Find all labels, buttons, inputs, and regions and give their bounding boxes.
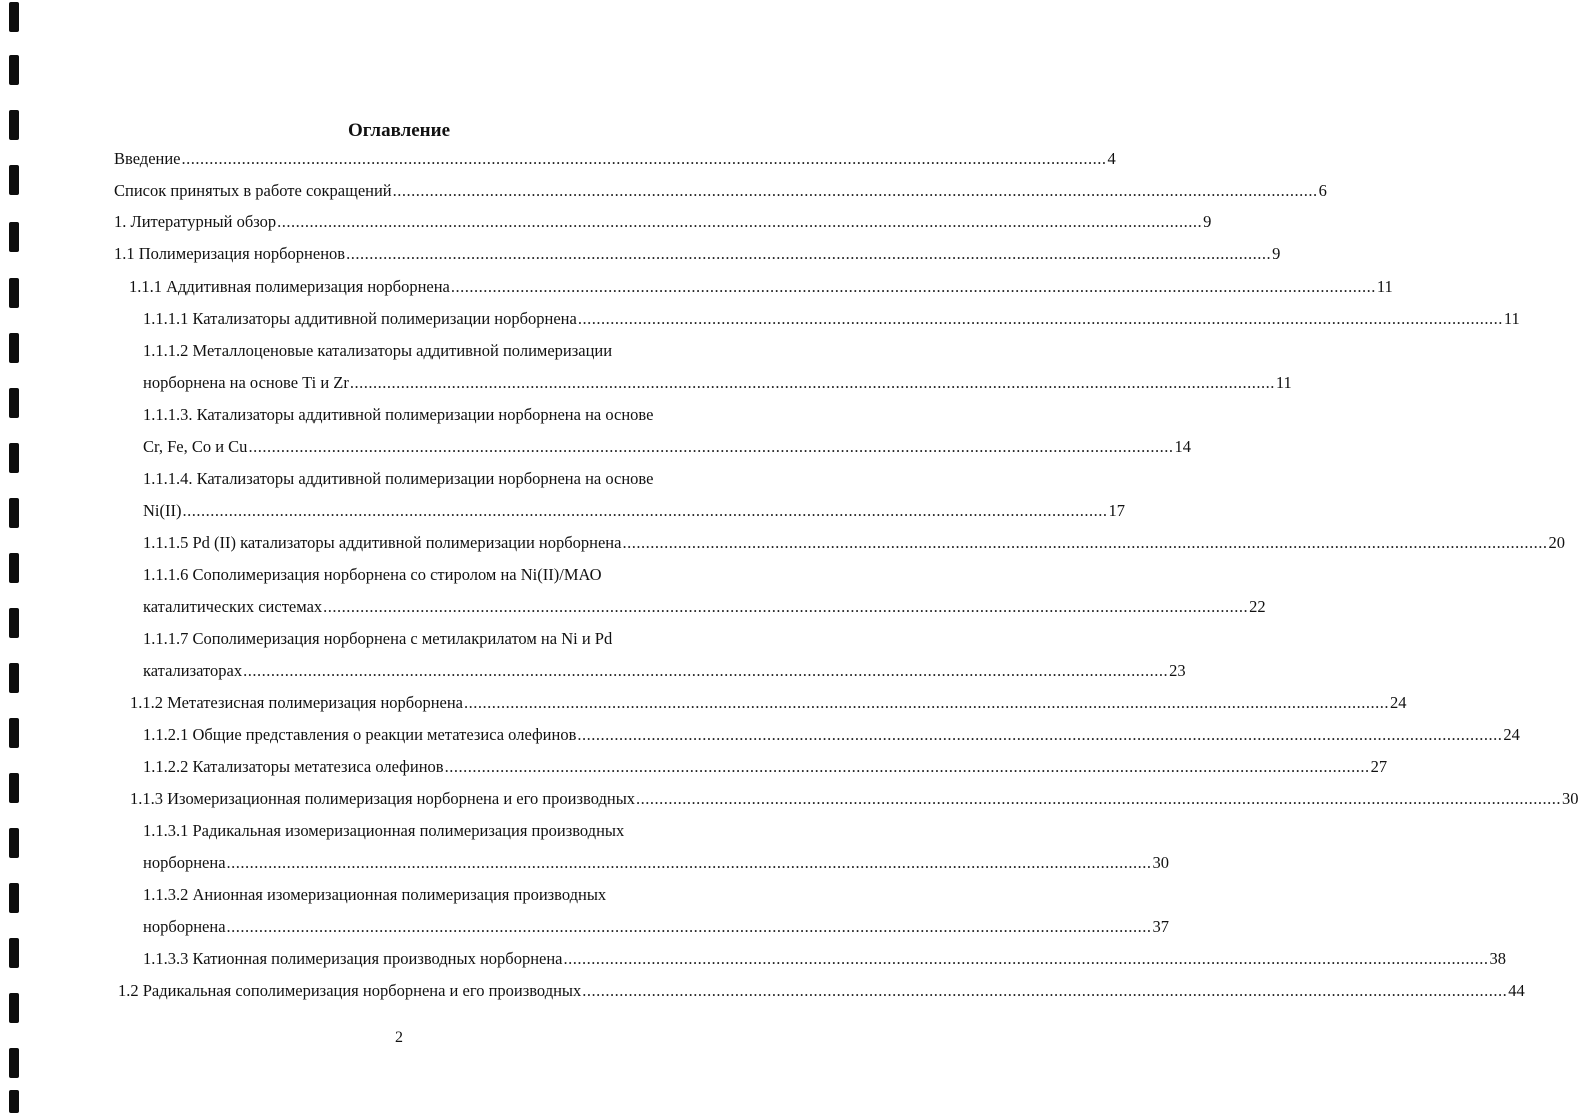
binding-mark bbox=[9, 333, 19, 363]
toc-entry-page: 20 bbox=[1548, 533, 1565, 552]
leader-dots: ........................................................................................................................................................................................................ bbox=[636, 789, 1562, 808]
toc-entry-title: 1.1.2 Метатезисная полимеризация норборнена bbox=[130, 693, 464, 712]
toc-entry[interactable] bbox=[130, 692, 1407, 714]
binding-mark bbox=[9, 773, 19, 803]
page-number: 2 bbox=[395, 1029, 403, 1046]
toc-entry[interactable] bbox=[143, 820, 736, 842]
toc-entry[interactable] bbox=[114, 243, 1281, 265]
toc-entry[interactable] bbox=[143, 468, 736, 490]
binding-mark bbox=[9, 388, 19, 418]
binding-mark bbox=[9, 993, 19, 1023]
binding-mark bbox=[9, 828, 19, 858]
toc-entry-page: 22 bbox=[1249, 597, 1266, 616]
toc-entry-title-cont: Cr, Fe, Co и Cu bbox=[143, 437, 248, 456]
toc-entry-title: 1.1.1.1 Катализаторы аддитивной полимеризации норборнена bbox=[143, 309, 577, 328]
leader-dots: ........................................................................................................................................................................................................ bbox=[243, 661, 1169, 680]
toc-entry-page: 38 bbox=[1489, 949, 1507, 968]
toc-entry-title: Список принятых в работе сокращений bbox=[114, 181, 392, 200]
leader-dots: ........................................................................................................................................................................................................ bbox=[582, 981, 1508, 1000]
toc-entry[interactable] bbox=[143, 532, 1565, 554]
toc-entry-title-cont: норборнена bbox=[143, 917, 226, 936]
toc-entry[interactable] bbox=[143, 564, 736, 586]
leader-dots: ........................................................................................................................................................................................................ bbox=[577, 725, 1503, 744]
toc-entry-continuation[interactable] bbox=[143, 596, 1266, 618]
toc-entry-title: Введение bbox=[114, 149, 181, 168]
toc-entry-page: 9 bbox=[1272, 244, 1281, 263]
toc-entry[interactable] bbox=[143, 404, 736, 426]
toc-entry-title: 1.1.3 Изомеризационная полимеризация норборнена и его производных bbox=[130, 789, 636, 808]
leader-dots: ........................................................................................................................................................................................................ bbox=[346, 244, 1272, 263]
leader-dots: ........................................................................................................................................................................................................ bbox=[444, 757, 1370, 776]
toc-entry-title-cont: Ni(II) bbox=[143, 501, 182, 520]
leader-dots: ........................................................................................................................................................................................................ bbox=[182, 501, 1108, 520]
toc-entry-title: 1.1.2.1 Общие представления о реакции метатезиса олефинов bbox=[143, 725, 577, 744]
toc-entry-page: 9 bbox=[1203, 212, 1212, 231]
leader-dots: ........................................................................................................................................................................................................ bbox=[464, 693, 1390, 712]
toc-entry[interactable] bbox=[143, 756, 1388, 778]
toc-entry[interactable] bbox=[114, 211, 1212, 233]
leader-dots: ........................................................................................................................................................................................................ bbox=[563, 949, 1489, 968]
binding-mark bbox=[9, 608, 19, 638]
toc-entry[interactable] bbox=[114, 148, 1116, 170]
toc-entry-page: 17 bbox=[1108, 501, 1125, 520]
toc-entry[interactable] bbox=[114, 180, 1327, 202]
binding-mark bbox=[9, 278, 19, 308]
leader-dots: ........................................................................................................................................................................................................ bbox=[226, 853, 1152, 872]
binding-mark bbox=[9, 165, 19, 195]
toc-entry-continuation[interactable] bbox=[143, 852, 1170, 874]
toc-entry-title-cont: норборнена на основе Ti и Zr bbox=[143, 373, 349, 392]
toc-entry-continuation[interactable] bbox=[143, 372, 1292, 394]
leader-dots: ........................................................................................................................................................................................................ bbox=[392, 181, 1318, 200]
toc-entry-page: 11 bbox=[1503, 309, 1520, 328]
leader-dots: ........................................................................................................................................................................................................ bbox=[181, 149, 1107, 168]
toc-entry-title: 1.1.3.2 Анионная изомеризационная полимеризация производных bbox=[143, 885, 607, 904]
binding-mark bbox=[9, 55, 19, 85]
leader-dots: ........................................................................................................................................................................................................ bbox=[277, 212, 1203, 231]
binding-mark bbox=[9, 2, 19, 32]
toc-entry-title: 1.1.1 Аддитивная полимеризация норборнена bbox=[129, 277, 450, 296]
toc-entry-title: 1.2 Радикальная сополимеризация норборнена и его производных bbox=[118, 981, 582, 1000]
toc-entry[interactable] bbox=[130, 788, 1579, 810]
toc-entry-title: 1.1.2.2 Катализаторы метатезиса олефинов bbox=[143, 757, 444, 776]
leader-dots: ........................................................................................................................................................................................................ bbox=[248, 437, 1174, 456]
toc-entry-continuation[interactable] bbox=[143, 660, 1186, 682]
toc-entry-page: 23 bbox=[1169, 661, 1186, 680]
toc-entry-page: 30 bbox=[1152, 853, 1170, 872]
toc-entry-page: 24 bbox=[1390, 693, 1407, 712]
toc-entry[interactable] bbox=[143, 724, 1520, 746]
toc-entry-page: 24 bbox=[1503, 725, 1520, 744]
toc-entry[interactable] bbox=[118, 980, 1525, 1002]
toc-entry-page: 30 bbox=[1562, 789, 1579, 808]
binding-mark bbox=[9, 718, 19, 748]
toc-entry-title: 1.1.1.6 Сополимеризация норборнена со стиролом на Ni(II)/МАО bbox=[143, 565, 602, 584]
binding-mark bbox=[9, 443, 19, 473]
binding-mark bbox=[9, 663, 19, 693]
toc-entry-title: 1.1.3.3 Катионная полимеризация производных норборнена bbox=[143, 949, 563, 968]
toc-entry[interactable] bbox=[143, 308, 1520, 330]
toc-entry-page: 6 bbox=[1318, 181, 1327, 200]
toc-entry[interactable] bbox=[143, 884, 736, 906]
toc-entry-title-cont: катализаторах bbox=[143, 661, 243, 680]
leader-dots: ........................................................................................................................................................................................................ bbox=[323, 597, 1249, 616]
toc-entry-title-cont: каталитических системах bbox=[143, 597, 323, 616]
binding-mark bbox=[9, 1090, 19, 1113]
toc-entry-title: 1.1.1.7 Сополимеризация норборнена с метилакрилатом на Ni и Pd bbox=[143, 629, 613, 648]
binding-mark bbox=[9, 1048, 19, 1078]
binding-mark bbox=[9, 222, 19, 252]
toc-entry-continuation[interactable] bbox=[143, 500, 1125, 522]
toc-entry-continuation[interactable] bbox=[143, 916, 1170, 938]
toc-entry-title: 1. Литературный обзор bbox=[114, 212, 277, 231]
toc-entry-title: 1.1.1.4. Катализаторы аддитивной полимеризации норборнена на основе bbox=[143, 469, 654, 488]
toc-entry[interactable] bbox=[143, 628, 736, 650]
toc-entry[interactable] bbox=[143, 340, 736, 362]
toc-entry-continuation[interactable] bbox=[143, 436, 1191, 458]
toc-entry-page: 4 bbox=[1107, 149, 1116, 168]
toc-entry[interactable] bbox=[143, 948, 1507, 970]
binding-mark bbox=[9, 883, 19, 913]
toc-entry[interactable] bbox=[129, 276, 1393, 298]
binding-mark bbox=[9, 938, 19, 968]
toc-entry-page: 44 bbox=[1508, 981, 1525, 1000]
binding-edge bbox=[0, 0, 30, 1113]
toc-entry-page: 37 bbox=[1152, 917, 1170, 936]
toc-entry-title: 1.1.1.3. Катализаторы аддитивной полимеризации норборнена на основе bbox=[143, 405, 654, 424]
toc-entry-title: 1.1 Полимеризация норборненов bbox=[114, 244, 346, 263]
leader-dots: ........................................................................................................................................................................................................ bbox=[349, 373, 1275, 392]
toc-entry-title-cont: норборнена bbox=[143, 853, 226, 872]
binding-mark bbox=[9, 498, 19, 528]
toc-entry-title: 1.1.1.5 Pd (II) катализаторы аддитивной полимеризации норборнена bbox=[143, 533, 622, 552]
binding-mark bbox=[9, 553, 19, 583]
page-title: Оглавление bbox=[347, 120, 451, 141]
leader-dots: ........................................................................................................................................................................................................ bbox=[577, 309, 1503, 328]
leader-dots: ........................................................................................................................................................................................................ bbox=[622, 533, 1548, 552]
toc-entry-page: 27 bbox=[1370, 757, 1388, 776]
toc-entry-page: 11 bbox=[1376, 277, 1393, 296]
toc-entry-title: 1.1.3.1 Радикальная изомеризационная полимеризация производных bbox=[143, 821, 625, 840]
toc-entry-title: 1.1.1.2 Металлоценовые катализаторы аддитивной полимеризации bbox=[143, 341, 613, 360]
leader-dots: ........................................................................................................................................................................................................ bbox=[450, 277, 1376, 296]
toc-entry-page: 14 bbox=[1174, 437, 1191, 456]
toc-entry-page: 11 bbox=[1275, 373, 1292, 392]
leader-dots: ........................................................................................................................................................................................................ bbox=[226, 917, 1152, 936]
